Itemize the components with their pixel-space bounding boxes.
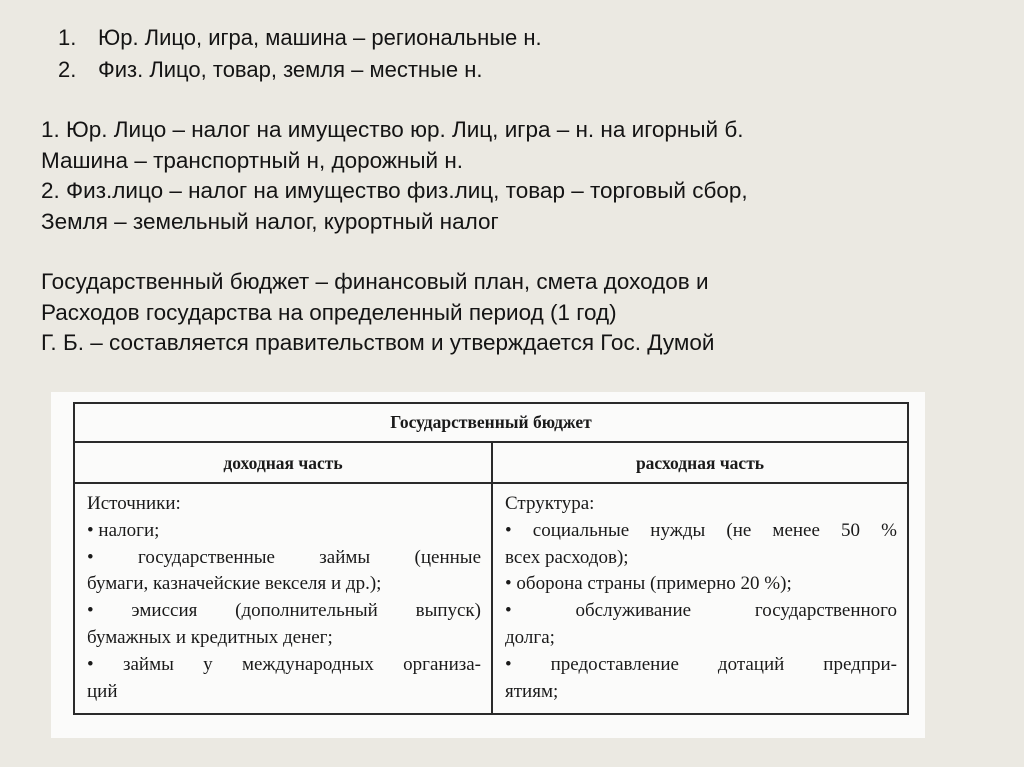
table-body-row <box>75 484 907 713</box>
text-line: Земля – земельный налог, курортный налог <box>41 209 499 235</box>
income-line: • налоги; <box>87 519 160 541</box>
expense-line: всех расходов); <box>505 546 629 568</box>
income-cell <box>75 484 493 713</box>
income-line: • государственные займы (ценные <box>87 546 481 568</box>
table-title: Государственный бюджет <box>75 404 907 443</box>
expense-line: Структура: <box>505 493 595 514</box>
expense-line: • оборона страны (примерно 20 %); <box>505 573 792 595</box>
list-item <box>58 54 542 86</box>
expense-line: долга; <box>505 626 555 648</box>
text-line: Машина – транспортный н, дорожный н. <box>41 147 464 173</box>
expense-line: • обслуживание государственного <box>505 600 897 622</box>
income-line: бумажных и кредитных денег; <box>87 626 333 648</box>
budget-definition-paragraph <box>41 267 714 359</box>
expense-line: • социальные нужды (не менее 50 % <box>505 519 897 541</box>
table-header-row <box>75 443 907 484</box>
income-line: бумаги, казначейские векселя и др.); <box>87 573 382 595</box>
income-line: • эмиссия (дополнительный выпуск) <box>87 600 481 622</box>
list-item-number: 1. <box>58 25 77 50</box>
text-line: Расходов государства на определенный период (1 год) <box>41 299 617 325</box>
tax-levels-list <box>58 22 542 86</box>
list-item-text: Физ. Лицо, товар, земля – местные н. <box>98 57 483 82</box>
text-line: Г. Б. – составляется правительством и утверждается Гос. Думой <box>41 330 715 356</box>
income-line: ций <box>87 680 118 702</box>
list-item-number: 2. <box>58 57 77 82</box>
income-header: доходная часть <box>75 443 493 482</box>
budget-table <box>73 402 909 715</box>
expense-line: • предоставление дотаций предпри- <box>505 653 897 675</box>
expense-line: ятиям; <box>505 680 559 702</box>
expense-cell <box>493 484 907 713</box>
text-line: 1. Юр. Лицо – налог на имущество юр. Лиц, игра – н. на игорный б. <box>41 117 744 142</box>
income-line: • займы у международных организа- <box>87 653 481 675</box>
text-line: 2. Физ.лицо – налог на имущество физ.лиц, товар – торговый сбор, <box>41 178 748 204</box>
budget-table-image <box>51 392 925 738</box>
expense-header: расходная часть <box>635 453 765 473</box>
list-item <box>58 22 542 54</box>
text-line: Государственный бюджет – финансовый план, смета доходов и <box>41 269 709 294</box>
taxes-paragraph <box>41 115 748 238</box>
income-line: Источники: <box>87 493 181 514</box>
list-item-text: Юр. Лицо, игра, машина – региональные н. <box>98 25 542 50</box>
